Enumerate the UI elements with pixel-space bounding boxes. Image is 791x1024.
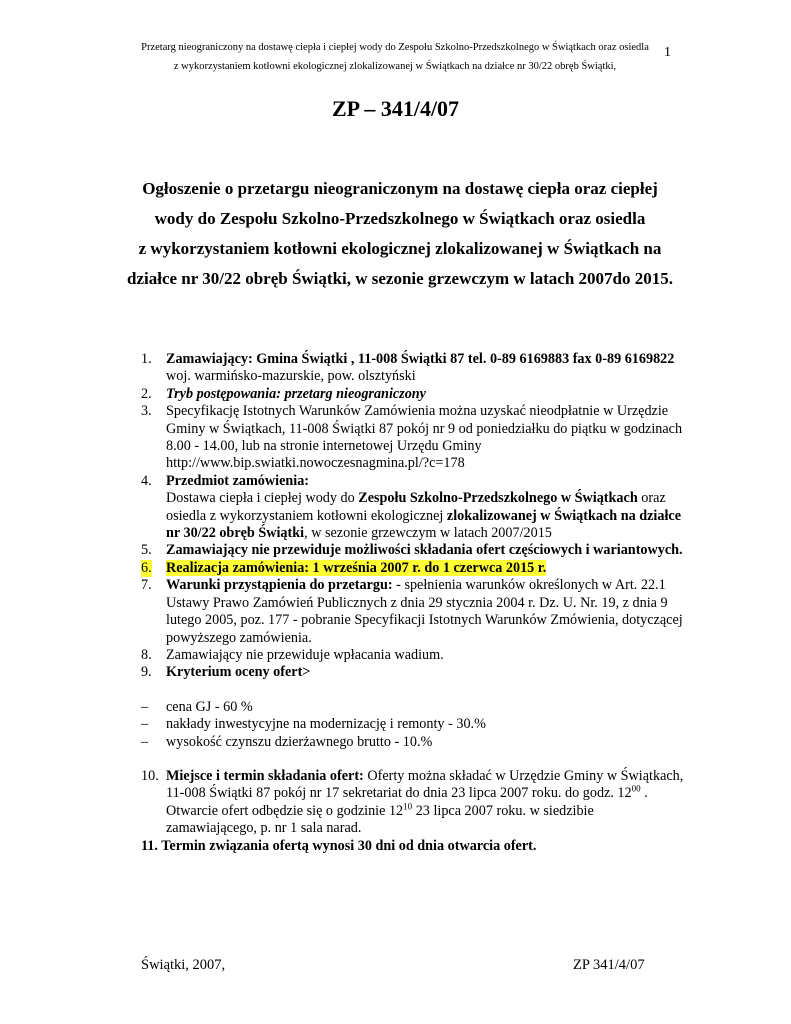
dash-bullet: – [141, 733, 149, 750]
item-number: 7. [141, 577, 152, 594]
title-line: z wykorzystaniem kotłowni ekologicznej zlokalizowanej w Świątkach na [138, 239, 662, 258]
list-item [141, 768, 686, 838]
item-number: 5. [141, 542, 152, 559]
item-text: Dostawa ciepła i ciepłej wody do [166, 490, 359, 507]
list-item [141, 351, 686, 386]
participation-conditions: - spełnienia warunków określonych w Art. 22.1 Ustawy Prawo Zamówień Publicznych z dnia 29 stycznia 2004 r. Dz. U. Nr. 19, z dnia 9 lutego 2005, poz. 177 - pobranie Specyfikacji Istotnych Warunków Zmówienia, dotyczącej powyższego zamówienia. [166, 577, 683, 646]
item-text: 23 lipca 2007 roku. w siedzibie zamawiającego, p. nr 1 sala narad. [166, 802, 594, 837]
list-item [141, 473, 686, 543]
item-heading: Miejsce i termin składania ofert: [166, 767, 364, 784]
binding-period-note: 11. Termin związania ofertą wynosi 30 dni od dnia otwarcia ofert. [141, 837, 537, 854]
item-text: woj. warmińsko-mazurskie, pow. olsztyński [166, 368, 416, 385]
item-heading: Przedmiot zamówienia: [166, 472, 310, 489]
announcement-list [141, 351, 686, 855]
header-line-1: Przetarg nieograniczony na dostawę ciepła i ciepłej wody do Zespołu Szkolno-Przedszkolnego w Świątkach oraz osiedla [141, 42, 649, 53]
title-line: działce nr 30/22 obręb Świątki, w sezonie grzewczym w latach 2007do 2015. [127, 269, 673, 288]
partial-offers-note: Zamawiający nie przewiduje możliwości składania ofert częściowych i wariantowych. [166, 542, 683, 559]
item-text: oraz osiedla z wykorzystaniem kotłowni ekologicznej [166, 490, 666, 524]
criterion-text: wysokość czynszu dzierżawnego brutto - 10.% [166, 733, 433, 750]
item-text: . Otwarcie ofert odbędzie się o godzinie 12 [166, 785, 648, 819]
item-text-bold: Zespołu Szkolno-Przedszkolnego w Świątkach [358, 490, 638, 507]
list-item [141, 542, 686, 559]
superscript: 10 [403, 801, 413, 812]
list-item [141, 647, 686, 664]
criterion-text: cena GJ - 60 % [166, 698, 253, 715]
reference-number: ZP – 341/4/07 [331, 96, 460, 121]
list-item [141, 577, 686, 647]
order-subject [166, 490, 686, 542]
dash-bullet: – [141, 698, 149, 715]
document-title [90, 174, 710, 294]
contracting-authority: Zamawiający: Gmina Świątki , 11-008 Świątki 87 tel. 0-89 6169883 fax 0-89 6169822 [166, 351, 675, 367]
header-line-2: z wykorzystaniem kotłowni ekologicznej zlokalizowanej w Świątkach na działce nr 30/22 obręb Świątki, [173, 61, 617, 72]
criterion-item [141, 716, 686, 733]
item-number: 2. [141, 385, 152, 402]
item-number: 4. [141, 472, 152, 489]
page-number: 1 [664, 45, 671, 60]
specification-info: Specyfikację Istotnych Warunków Zamówienia można uzyskać nieodpłatnie w Urzędzie Gminy w Świątkach, 11-008 Świątki 87 pokój nr 9 od poniedziałku do piątku w godzinach 8.00 - 14.00, lub na stronie internetowej Urzędu Gminy http://www.bip.swiatki.nowoczesnagmina.pl/?c=178 [166, 403, 683, 472]
item-text: Oferty można składać w Urzędzie Gminy w Świątkach, 11-008 Świątki 87 pokój nr 17 sekretariat do dnia 23 lipca 2007 roku. do godz. 12 [166, 767, 684, 802]
criterion-item [141, 734, 686, 751]
item-number: 1. [141, 351, 152, 367]
evaluation-criteria-heading: Kryterium oceny ofert> [166, 664, 311, 681]
item-number: 8. [141, 646, 152, 663]
procedure-mode: Tryb postępowania: przetarg nieograniczony [166, 385, 426, 402]
dash-bullet: – [141, 716, 149, 733]
list-item [141, 386, 686, 403]
superscript: 00 [631, 783, 641, 794]
title-line: wody do Zespołu Szkolno-Przedszkolnego w Świątkach oraz osiedla [154, 209, 646, 228]
list-item [141, 560, 686, 577]
realization-period: Realizacja zamówienia: 1 września 2007 r. do 1 czerwca 2015 r. [166, 559, 547, 576]
deposit-note: Zamawiający nie przewiduje wpłacania wadium. [166, 646, 444, 663]
list-item [141, 403, 686, 473]
item-number: 6. [141, 559, 152, 576]
item-number: 3. [141, 403, 152, 420]
criterion-text: nakłady inwestycyjne na modernizację i remonty - 30.% [166, 716, 486, 733]
item-heading: Warunki przystąpienia do przetargu: [166, 577, 393, 594]
item-text-bold: zlokalizowanej w Świątkach na działce nr 30/22 obręb Świątki [166, 507, 682, 542]
item-number: 10. [141, 767, 159, 784]
footer-place-date: Świątki, 2007, [141, 957, 226, 973]
footer-reference: ZP 341/4/07 [573, 957, 645, 973]
item-text: , w sezonie grzewczym w latach 2007/2015 [304, 525, 552, 542]
item-number: 9. [141, 664, 152, 681]
list-item [141, 664, 686, 681]
criterion-item [141, 699, 686, 716]
title-line: Ogłoszenie o przetargu nieograniczonym na dostawę ciepła oraz ciepłej [142, 179, 658, 198]
